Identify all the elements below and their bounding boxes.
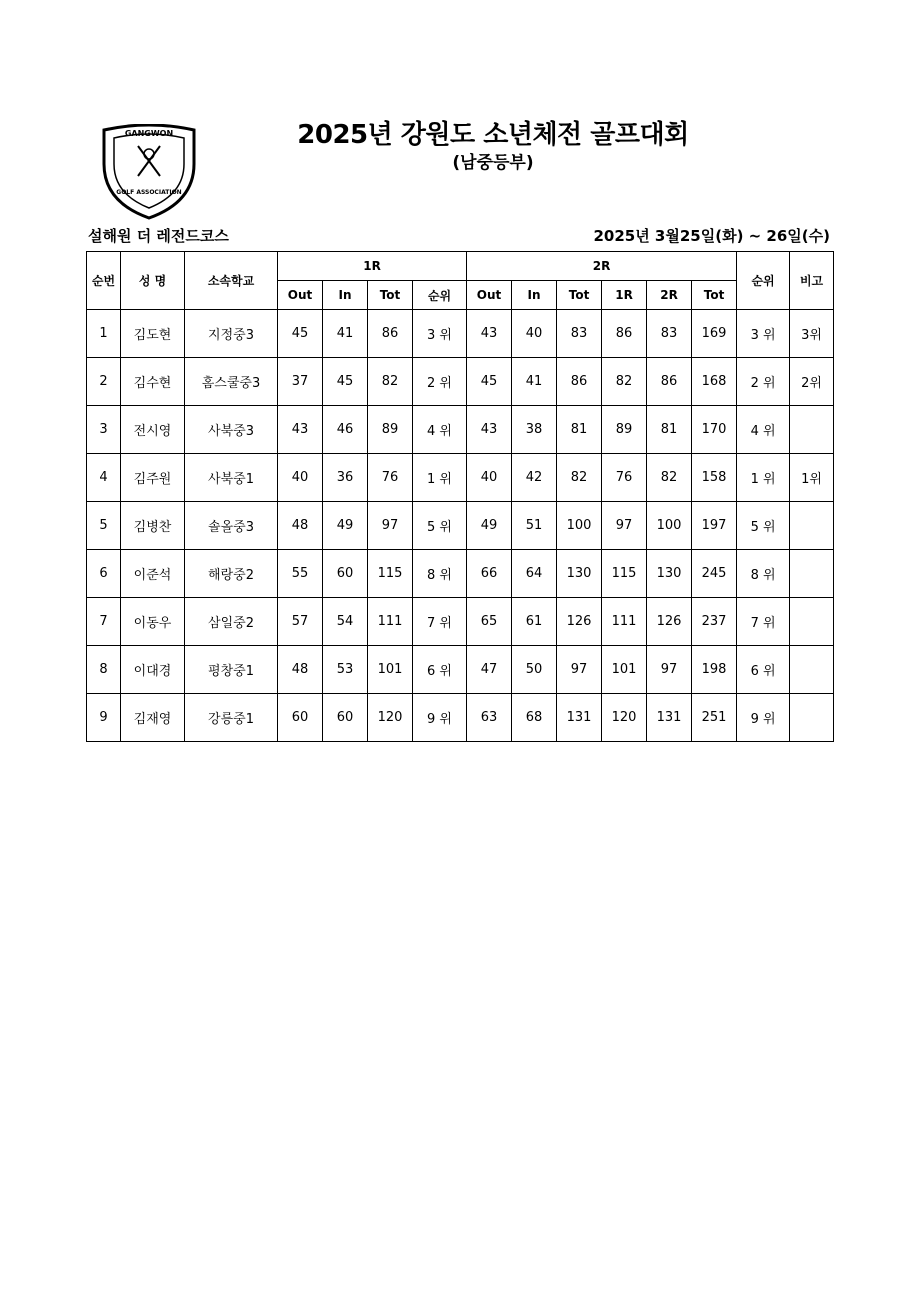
table-cell: 사북중1: [185, 454, 278, 502]
header-school: 소속학교: [185, 252, 278, 310]
table-cell: 해랑중2: [185, 550, 278, 598]
table-cell: 97: [368, 502, 413, 550]
table-cell: 63: [467, 694, 512, 742]
table-cell: 76: [368, 454, 413, 502]
table-cell: 김도현: [121, 310, 185, 358]
table-cell: 68: [512, 694, 557, 742]
table-cell: 115: [602, 550, 647, 598]
table-cell: 76: [602, 454, 647, 502]
table-cell: 101: [602, 646, 647, 694]
table-cell: 43: [467, 310, 512, 358]
subheader-r2-cell: 1R: [602, 281, 647, 310]
table-cell: 57: [278, 598, 323, 646]
table-cell: [790, 550, 834, 598]
table-cell: 130: [647, 550, 692, 598]
header-round2: 2R: [467, 252, 737, 281]
table-cell: 40: [512, 310, 557, 358]
table-cell: 36: [323, 454, 368, 502]
table-cell: [790, 598, 834, 646]
table-cell: 82: [557, 454, 602, 502]
table-cell: [790, 694, 834, 742]
header-no: 순번: [87, 252, 121, 310]
table-cell: 61: [512, 598, 557, 646]
table-cell: 237: [692, 598, 737, 646]
subheader-r1-cell: In: [323, 281, 368, 310]
table-row: [87, 598, 834, 646]
table-cell: 66: [467, 550, 512, 598]
table-cell: 89: [368, 406, 413, 454]
table-cell: 8: [87, 646, 121, 694]
table-cell: 65: [467, 598, 512, 646]
header-rank: 순위: [737, 252, 790, 310]
table-cell: 7 위: [737, 598, 790, 646]
table-cell: 3위: [790, 310, 834, 358]
table-cell: 131: [647, 694, 692, 742]
table-row: [87, 310, 834, 358]
table-row: [87, 550, 834, 598]
table-cell: 170: [692, 406, 737, 454]
table-cell: 43: [467, 406, 512, 454]
subheader-r2-cell: In: [512, 281, 557, 310]
table-cell: 김주원: [121, 454, 185, 502]
table-cell: 9 위: [413, 694, 467, 742]
table-cell: [790, 502, 834, 550]
table-cell: 1위: [790, 454, 834, 502]
table-row: [87, 406, 834, 454]
header-round1: 1R: [278, 252, 467, 281]
table-cell: 2 위: [413, 358, 467, 406]
table-cell: 83: [557, 310, 602, 358]
subheader-r2-cell: Tot: [692, 281, 737, 310]
table-cell: 7: [87, 598, 121, 646]
table-cell: 83: [647, 310, 692, 358]
logo-top-text: GANGWON: [124, 129, 174, 138]
table-cell: 49: [323, 502, 368, 550]
table-cell: 97: [647, 646, 692, 694]
table-cell: 41: [323, 310, 368, 358]
table-cell: 1 위: [737, 454, 790, 502]
table-cell: 97: [557, 646, 602, 694]
date-label: 2025년 3월25일(화) ~ 26일(수): [593, 227, 830, 245]
table-cell: 82: [647, 454, 692, 502]
table-cell: 강릉중1: [185, 694, 278, 742]
table-cell: 81: [647, 406, 692, 454]
table-cell: 1: [87, 310, 121, 358]
table-row: [87, 694, 834, 742]
table-cell: 158: [692, 454, 737, 502]
table-row: [87, 646, 834, 694]
table-cell: 이준석: [121, 550, 185, 598]
table-cell: 198: [692, 646, 737, 694]
venue-label: 설해원 더 레전드코스: [88, 227, 229, 245]
table-cell: 3 위: [737, 310, 790, 358]
table-cell: 86: [647, 358, 692, 406]
table-cell: 48: [278, 646, 323, 694]
table-cell: 9: [87, 694, 121, 742]
table-cell: 111: [368, 598, 413, 646]
logo-bottom-text: GOLF ASSOCIATION: [116, 189, 182, 196]
table-cell: 김수현: [121, 358, 185, 406]
table-cell: 솔올중3: [185, 502, 278, 550]
table-cell: 8 위: [737, 550, 790, 598]
table-cell: 7 위: [413, 598, 467, 646]
table-cell: 55: [278, 550, 323, 598]
table-cell: [790, 646, 834, 694]
table-cell: 100: [647, 502, 692, 550]
table-cell: 251: [692, 694, 737, 742]
table-cell: 169: [692, 310, 737, 358]
subheader-r1-cell: 순위: [413, 281, 467, 310]
table-cell: 49: [467, 502, 512, 550]
score-table: [86, 251, 834, 742]
table-cell: 120: [602, 694, 647, 742]
table-cell: 3: [87, 406, 121, 454]
score-table-body: [87, 310, 834, 742]
table-cell: 46: [323, 406, 368, 454]
table-cell: 86: [602, 310, 647, 358]
table-cell: 60: [323, 550, 368, 598]
table-cell: 89: [602, 406, 647, 454]
table-cell: 86: [557, 358, 602, 406]
table-cell: 82: [368, 358, 413, 406]
table-cell: 45: [278, 310, 323, 358]
table-cell: 40: [467, 454, 512, 502]
subheader-r1-cell: Out: [278, 281, 323, 310]
table-cell: 6 위: [413, 646, 467, 694]
page-subtitle: (남중등부): [452, 153, 534, 173]
table-cell: 8 위: [413, 550, 467, 598]
table-cell: 100: [557, 502, 602, 550]
header-name: 성 명: [121, 252, 185, 310]
table-cell: 197: [692, 502, 737, 550]
table-cell: 김재영: [121, 694, 185, 742]
table-cell: [790, 406, 834, 454]
table-cell: 38: [512, 406, 557, 454]
table-cell: 5 위: [737, 502, 790, 550]
table-cell: 120: [368, 694, 413, 742]
table-cell: 2: [87, 358, 121, 406]
table-cell: 86: [368, 310, 413, 358]
table-cell: 전시영: [121, 406, 185, 454]
table-cell: 지정중3: [185, 310, 278, 358]
table-cell: 1 위: [413, 454, 467, 502]
table-cell: 9 위: [737, 694, 790, 742]
table-row: [87, 502, 834, 550]
table-row: [87, 454, 834, 502]
table-cell: 5: [87, 502, 121, 550]
table-cell: 48: [278, 502, 323, 550]
table-cell: 64: [512, 550, 557, 598]
table-cell: 130: [557, 550, 602, 598]
subheader-r2-cell: 2R: [647, 281, 692, 310]
table-cell: 6: [87, 550, 121, 598]
table-cell: 41: [512, 358, 557, 406]
table-cell: 이대경: [121, 646, 185, 694]
table-cell: 82: [602, 358, 647, 406]
table-cell: 42: [512, 454, 557, 502]
table-cell: 43: [278, 406, 323, 454]
table-cell: 사북중3: [185, 406, 278, 454]
table-cell: 37: [278, 358, 323, 406]
header-note: 비고: [790, 252, 834, 310]
subheader-r2-cell: Out: [467, 281, 512, 310]
table-cell: 4 위: [737, 406, 790, 454]
table-cell: 168: [692, 358, 737, 406]
table-cell: 131: [557, 694, 602, 742]
table-cell: 51: [512, 502, 557, 550]
table-cell: 홈스쿨중3: [185, 358, 278, 406]
table-cell: 이동우: [121, 598, 185, 646]
table-cell: 김병찬: [121, 502, 185, 550]
table-cell: 111: [602, 598, 647, 646]
page-title: 2025년 강원도 소년체전 골프대회: [297, 120, 689, 150]
table-cell: 101: [368, 646, 413, 694]
table-cell: 40: [278, 454, 323, 502]
table-cell: 245: [692, 550, 737, 598]
table-cell: 2위: [790, 358, 834, 406]
subheader-r2-cell: Tot: [557, 281, 602, 310]
table-cell: 5 위: [413, 502, 467, 550]
table-cell: 81: [557, 406, 602, 454]
table-cell: 126: [647, 598, 692, 646]
table-row: [87, 358, 834, 406]
table-cell: 4 위: [413, 406, 467, 454]
table-cell: 2 위: [737, 358, 790, 406]
table-cell: 4: [87, 454, 121, 502]
table-cell: 126: [557, 598, 602, 646]
table-cell: 97: [602, 502, 647, 550]
table-cell: 50: [512, 646, 557, 694]
table-cell: 60: [323, 694, 368, 742]
table-cell: 6 위: [737, 646, 790, 694]
subheader-r1-cell: Tot: [368, 281, 413, 310]
table-cell: 60: [278, 694, 323, 742]
table-cell: 45: [323, 358, 368, 406]
table-cell: 53: [323, 646, 368, 694]
table-cell: 평창중1: [185, 646, 278, 694]
table-cell: 삼일중2: [185, 598, 278, 646]
table-cell: 45: [467, 358, 512, 406]
table-cell: 115: [368, 550, 413, 598]
table-cell: 3 위: [413, 310, 467, 358]
table-cell: 47: [467, 646, 512, 694]
table-cell: 54: [323, 598, 368, 646]
